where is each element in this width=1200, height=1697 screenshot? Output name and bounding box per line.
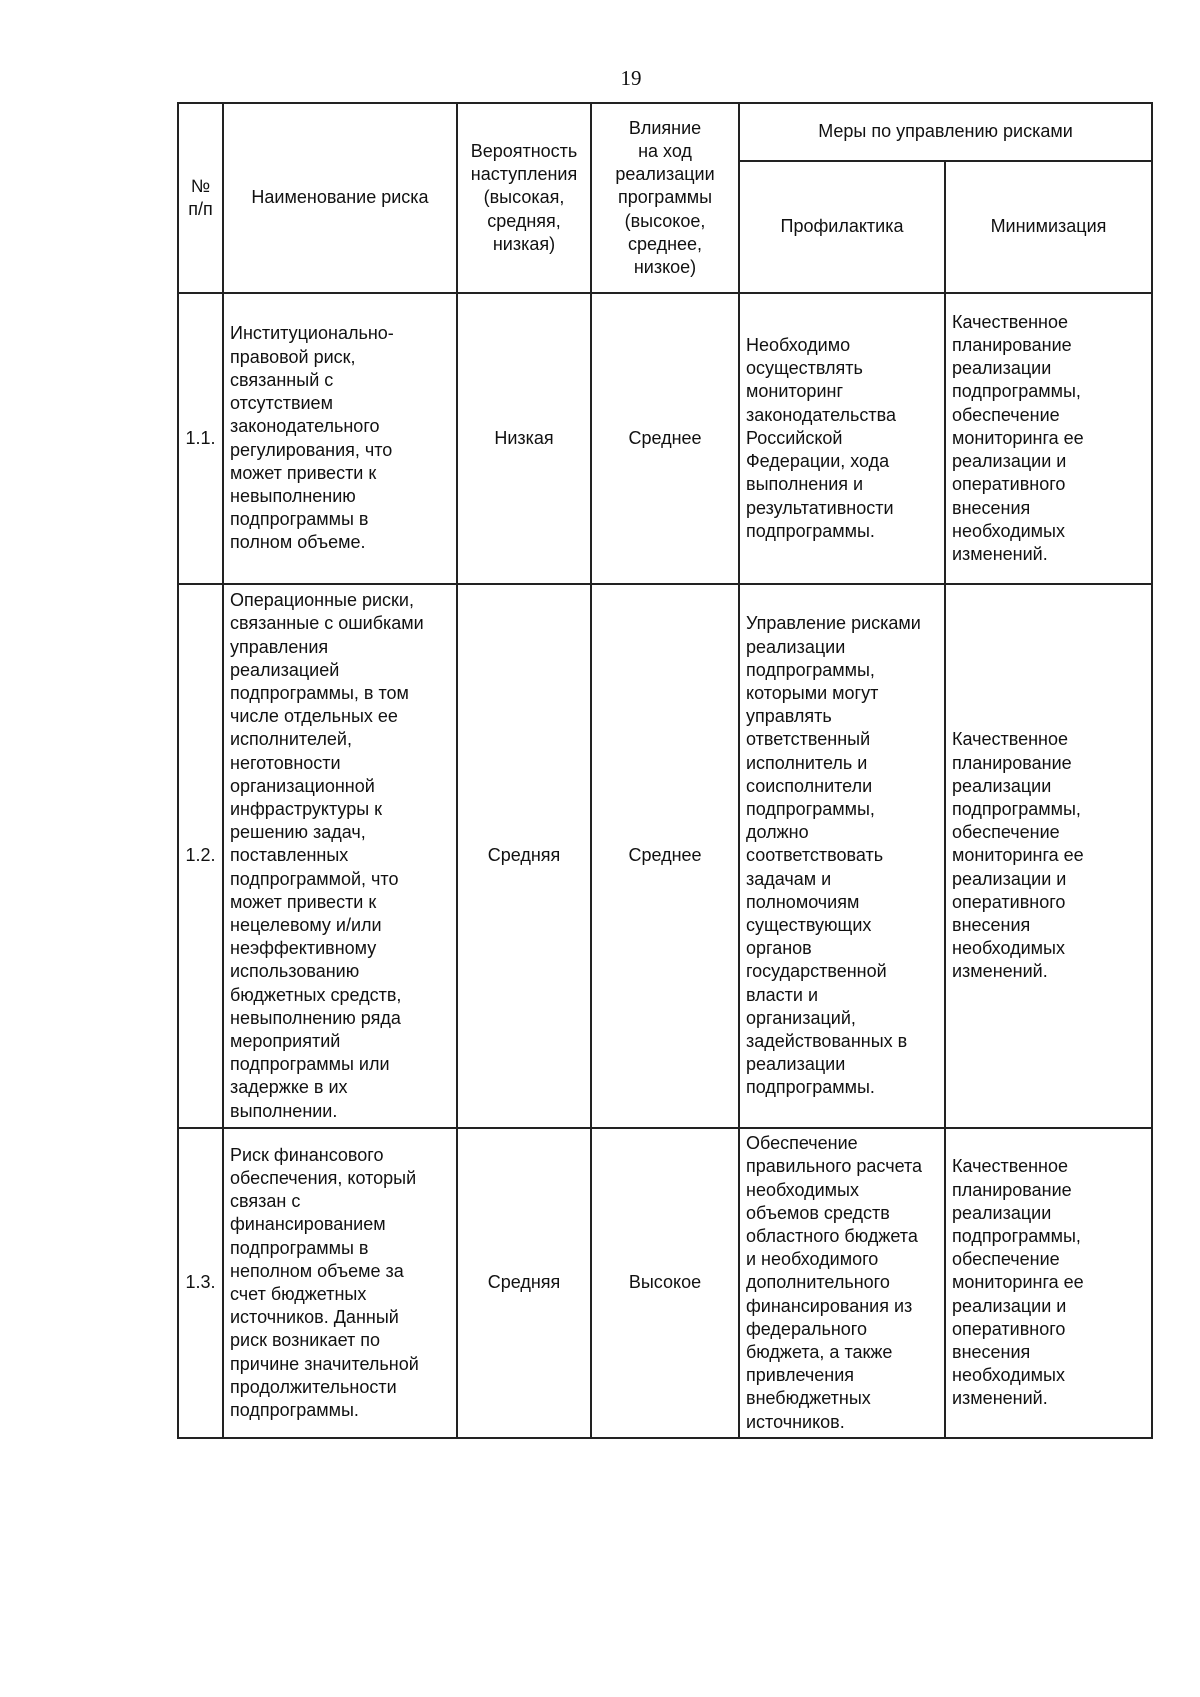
row-number: 1.3. bbox=[178, 1128, 223, 1438]
impact-cell: Высокое bbox=[591, 1128, 739, 1438]
risk-name-cell: Операционные риски, связанные с ошибками управления реализацией подпрограммы, в том числе отдельных ее исполнителей, неготовности организационной инфраструктуры к решению задач, поставленных подпрограммой, что может привести к нецелевому и/или неэффективному использованию бюджетных средств, невыполнению ряда мероприятий подпрограммы или задержке в их выполнении. bbox=[223, 584, 457, 1128]
header-measures: Меры по управлению рисками bbox=[739, 103, 1152, 161]
minimization-cell: Качественное планирование реализации подпрограммы, обеспечение мониторинга ее реализации и оперативного внесения необходимых изменений. bbox=[945, 1128, 1152, 1438]
header-minimization: Минимизация bbox=[945, 161, 1152, 293]
minimization-cell: Качественное планирование реализации подпрограммы, обеспечение мониторинга ее реализации и оперативного внесения необходимых изменений. bbox=[945, 293, 1152, 584]
risk-management-table bbox=[177, 102, 1153, 1439]
prevention-cell: Управление рисками реализации подпрограммы, которыми могут управлять ответственный исполнитель и соисполнители подпрограммы, должно соответствовать задачам и полномочиям существующих органов государственной власти и организаций, задействованных в реализации подпрограммы. bbox=[739, 584, 945, 1128]
row-number: 1.2. bbox=[178, 584, 223, 1128]
risk-name-cell: Институционально- правовой риск, связанный с отсутствием законодательного регулирования, что может привести к невыполнению подпрограммы в полном объеме. bbox=[223, 293, 457, 584]
header-prevention: Профилактика bbox=[739, 161, 945, 293]
prevention-cell: Необходимо осуществлять мониторинг законодательства Российской Федерации, хода выполнения и результативности подпрограммы. bbox=[739, 293, 945, 584]
header-impact: Влияние на ход реализации программы (высокое, среднее, низкое) bbox=[591, 103, 739, 293]
header-risk-name: Наименование риска bbox=[223, 103, 457, 293]
table-row bbox=[178, 293, 1152, 584]
page-number: 19 bbox=[620, 66, 642, 90]
probability-cell: Низкая bbox=[457, 293, 591, 584]
impact-cell: Среднее bbox=[591, 293, 739, 584]
table-row bbox=[178, 1128, 1152, 1438]
table-header-row bbox=[178, 103, 1152, 161]
probability-cell: Средняя bbox=[457, 1128, 591, 1438]
header-number: № п/п bbox=[178, 103, 223, 293]
impact-cell: Среднее bbox=[591, 584, 739, 1128]
minimization-cell: Качественное планирование реализации подпрограммы, обеспечение мониторинга ее реализации и оперативного внесения необходимых изменений. bbox=[945, 584, 1152, 1128]
row-number: 1.1. bbox=[178, 293, 223, 584]
table-row bbox=[178, 584, 1152, 1128]
risk-name-cell: Риск финансового обеспечения, который связан с финансированием подпрограммы в неполном объеме за счет бюджетных источников. Данный риск возникает по причине значительной продолжительности подпрограммы. bbox=[223, 1128, 457, 1438]
probability-cell: Средняя bbox=[457, 584, 591, 1128]
header-probability: Вероятность наступления (высокая, средняя, низкая) bbox=[457, 103, 591, 293]
prevention-cell: Обеспечение правильного расчета необходимых объемов средств областного бюджета и необходимого дополнительного финансирования из федерального бюджета, а также привлечения внебюджетных источников. bbox=[739, 1128, 945, 1438]
